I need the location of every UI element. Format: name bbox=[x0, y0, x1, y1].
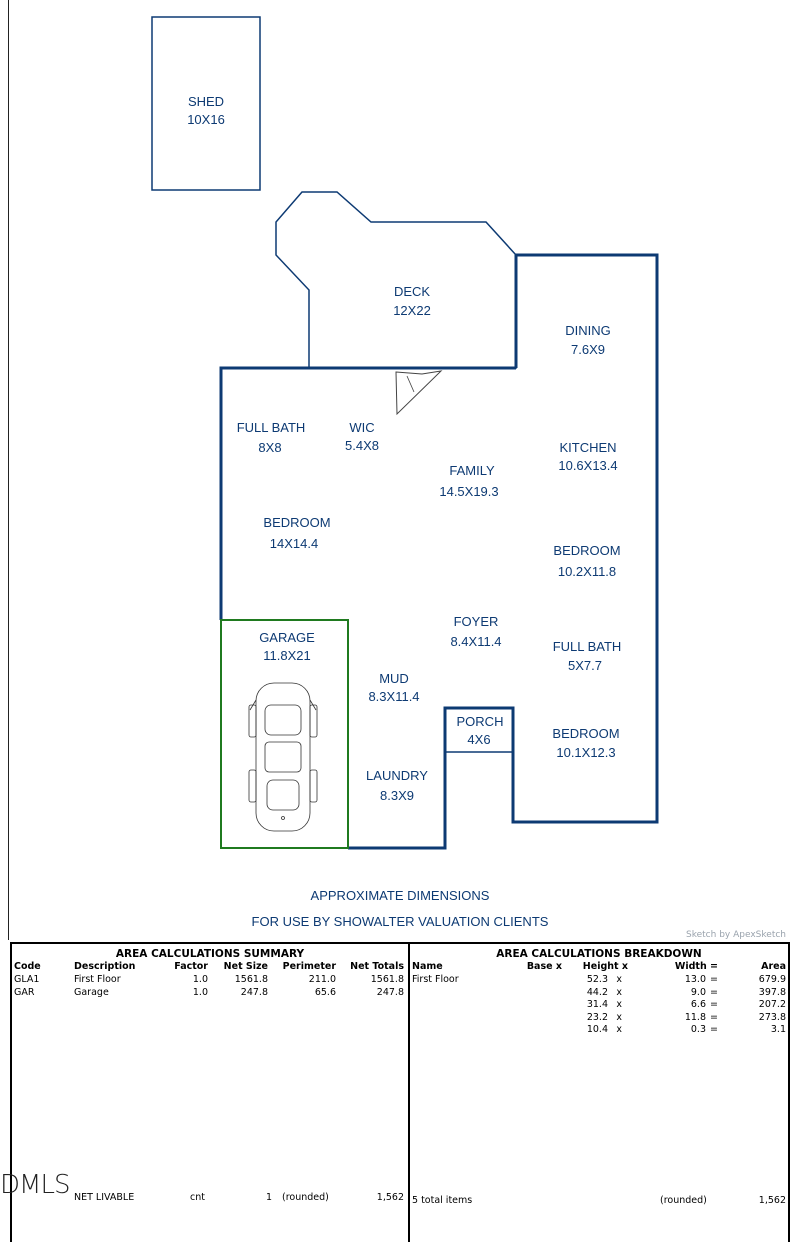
summary-row-description: Garage bbox=[74, 987, 109, 998]
breakdown-cell: x bbox=[616, 1024, 622, 1035]
area-breakdown-panel bbox=[410, 944, 788, 1242]
breakdown-footer-items: 5 total items bbox=[412, 1195, 473, 1206]
summary-footer-cnt: 1 bbox=[265, 1192, 272, 1203]
summary-header-description: Description bbox=[74, 961, 136, 972]
summary-row-code: GLA1 bbox=[14, 974, 40, 985]
summary-footer-total: 1,562 bbox=[376, 1192, 404, 1203]
room-bedroom1-name: BEDROOM bbox=[263, 515, 331, 530]
room-fullbath1-dims: 8X8 bbox=[258, 440, 282, 455]
summary-footer-rounded: (rounded) bbox=[282, 1192, 329, 1203]
breakdown-row-name: First Floor bbox=[412, 974, 459, 985]
breakdown-header-width: Width = bbox=[674, 961, 718, 972]
summary-row-nettotal: 1561.8 bbox=[370, 974, 404, 985]
room-porch-dims: 4X6 bbox=[467, 732, 491, 747]
breakdown-cell: 397.8 bbox=[758, 986, 786, 998]
area-calculations-table bbox=[10, 942, 790, 1242]
room-foyer-dims: 8.4X11.4 bbox=[450, 634, 502, 649]
mls-watermark: DMLS bbox=[0, 1170, 70, 1200]
room-bedroom2-name: BEDROOM bbox=[553, 543, 621, 558]
summary-header-code: Code bbox=[14, 961, 41, 972]
room-bedroom3-dims: 10.1X12.3 bbox=[556, 745, 616, 760]
breakdown-header-height: Height x bbox=[582, 961, 628, 972]
room-garage-dims: 11.8X21 bbox=[263, 648, 311, 663]
summary-header-factor: Factor bbox=[174, 961, 208, 972]
breakdown-cell: 679.9 bbox=[758, 974, 786, 985]
sketch-credit: Sketch by ApexSketch bbox=[686, 930, 786, 940]
room-dining-name: DINING bbox=[565, 323, 611, 338]
room-wic-dims: 5.4X8 bbox=[345, 438, 379, 453]
breakdown-cell: 9.0 bbox=[690, 986, 706, 998]
summary-row-factor: 1.0 bbox=[192, 987, 208, 998]
room-mud-dims: 8.3X11.4 bbox=[368, 689, 420, 704]
room-shed-name: SHED bbox=[187, 94, 225, 109]
room-fullbath2-dims: 5X7.7 bbox=[568, 658, 602, 673]
breakdown-header-base: Base x bbox=[526, 961, 562, 972]
breakdown-header-name: Name bbox=[412, 961, 443, 972]
room-family-name: FAMILY bbox=[449, 463, 495, 478]
summary-header-nettotals: Net Totals bbox=[350, 961, 404, 972]
summary-row-perimeter: 211.0 bbox=[308, 974, 336, 985]
room-bedroom2-dims: 10.2X11.8 bbox=[557, 564, 617, 579]
breakdown-cell: 3.1 bbox=[770, 1024, 786, 1035]
room-fullbath2-name: FULL BATH bbox=[552, 639, 622, 654]
wedge-marker bbox=[396, 371, 441, 414]
breakdown-cell: = bbox=[710, 974, 718, 985]
summary-row-nettotal: 247.8 bbox=[376, 987, 404, 998]
breakdown-cell: 273.8 bbox=[758, 1011, 786, 1023]
deck-outline bbox=[276, 192, 516, 368]
room-deck-name: DECK bbox=[393, 284, 431, 299]
summary-footer-label: NET LIVABLE bbox=[74, 1192, 135, 1203]
summary-header-perimeter: Perimeter bbox=[282, 961, 336, 972]
house-outline bbox=[221, 368, 309, 620]
breakdown-cell: 31.4 bbox=[586, 999, 608, 1010]
room-garage-name: GARAGE bbox=[259, 630, 315, 645]
note-approximate-dimensions: APPROXIMATE DIMENSIONS bbox=[310, 888, 490, 903]
breakdown-cell: 207.2 bbox=[758, 999, 786, 1010]
breakdown-cell: x bbox=[616, 1011, 622, 1023]
room-laundry-name: LAUNDRY bbox=[366, 768, 428, 783]
room-dining-dims: 7.6X9 bbox=[571, 342, 605, 357]
room-mud-name: MUD bbox=[379, 671, 409, 686]
breakdown-cell: = bbox=[710, 986, 718, 998]
breakdown-cell: 0.3 bbox=[690, 1024, 706, 1035]
breakdown-cell: x bbox=[616, 974, 622, 985]
room-wic-name: WIC bbox=[349, 420, 375, 435]
summary-row-netsize: 247.8 bbox=[240, 987, 268, 998]
breakdown-cell: 52.3 bbox=[586, 974, 608, 985]
breakdown-header-area: Area bbox=[761, 961, 786, 972]
room-laundry-dims: 8.3X9 bbox=[380, 788, 414, 803]
summary-row-perimeter: 65.6 bbox=[314, 987, 336, 998]
breakdown-cell: = bbox=[710, 1011, 718, 1023]
breakdown-cell: x bbox=[616, 999, 622, 1010]
room-family-dims: 14.5X19.3 bbox=[439, 484, 499, 499]
breakdown-footer-total: 1,562 bbox=[758, 1195, 786, 1206]
summary-row-factor: 1.0 bbox=[192, 974, 208, 985]
breakdown-footer-rounded: (rounded) bbox=[660, 1195, 707, 1206]
summary-row-netsize: 1561.8 bbox=[234, 974, 268, 985]
area-summary-panel bbox=[12, 944, 408, 1242]
room-kitchen-name: KITCHEN bbox=[559, 440, 617, 455]
room-kitchen-dims: 10.6X13.4 bbox=[558, 458, 618, 473]
room-fullbath1-name: FULL BATH bbox=[236, 420, 306, 435]
breakdown-cell: 44.2 bbox=[586, 986, 608, 998]
breakdown-title: AREA CALCULATIONS BREAKDOWN bbox=[496, 948, 702, 960]
room-bedroom1-dims: 14X14.4 bbox=[269, 536, 319, 551]
room-shed-dims: 10X16 bbox=[187, 112, 225, 127]
summary-row-description: First Floor bbox=[74, 974, 121, 985]
breakdown-cell: 10.4 bbox=[586, 1024, 608, 1035]
summary-footer-cnt-label: cnt bbox=[190, 1192, 205, 1203]
room-bedroom3-name: BEDROOM bbox=[552, 726, 620, 741]
room-deck-dims: 12X22 bbox=[393, 303, 431, 318]
breakdown-cell: 6.6 bbox=[690, 999, 706, 1010]
breakdown-cell: x bbox=[616, 986, 622, 998]
car-icon bbox=[249, 683, 317, 831]
breakdown-cell: = bbox=[710, 1024, 718, 1035]
breakdown-cell: 23.2 bbox=[586, 1011, 608, 1023]
summary-header-netsize: Net Size bbox=[223, 961, 268, 972]
summary-row-code: GAR bbox=[14, 987, 35, 998]
breakdown-cell: = bbox=[710, 999, 718, 1010]
breakdown-cell: 11.8 bbox=[684, 1011, 706, 1023]
note-valuation-clients: FOR USE BY SHOWALTER VALUATION CLIENTS bbox=[251, 914, 549, 929]
breakdown-cell: 13.0 bbox=[684, 974, 706, 985]
room-foyer-name: FOYER bbox=[453, 614, 499, 629]
summary-title: AREA CALCULATIONS SUMMARY bbox=[115, 948, 305, 960]
room-porch-name: PORCH bbox=[456, 714, 504, 729]
